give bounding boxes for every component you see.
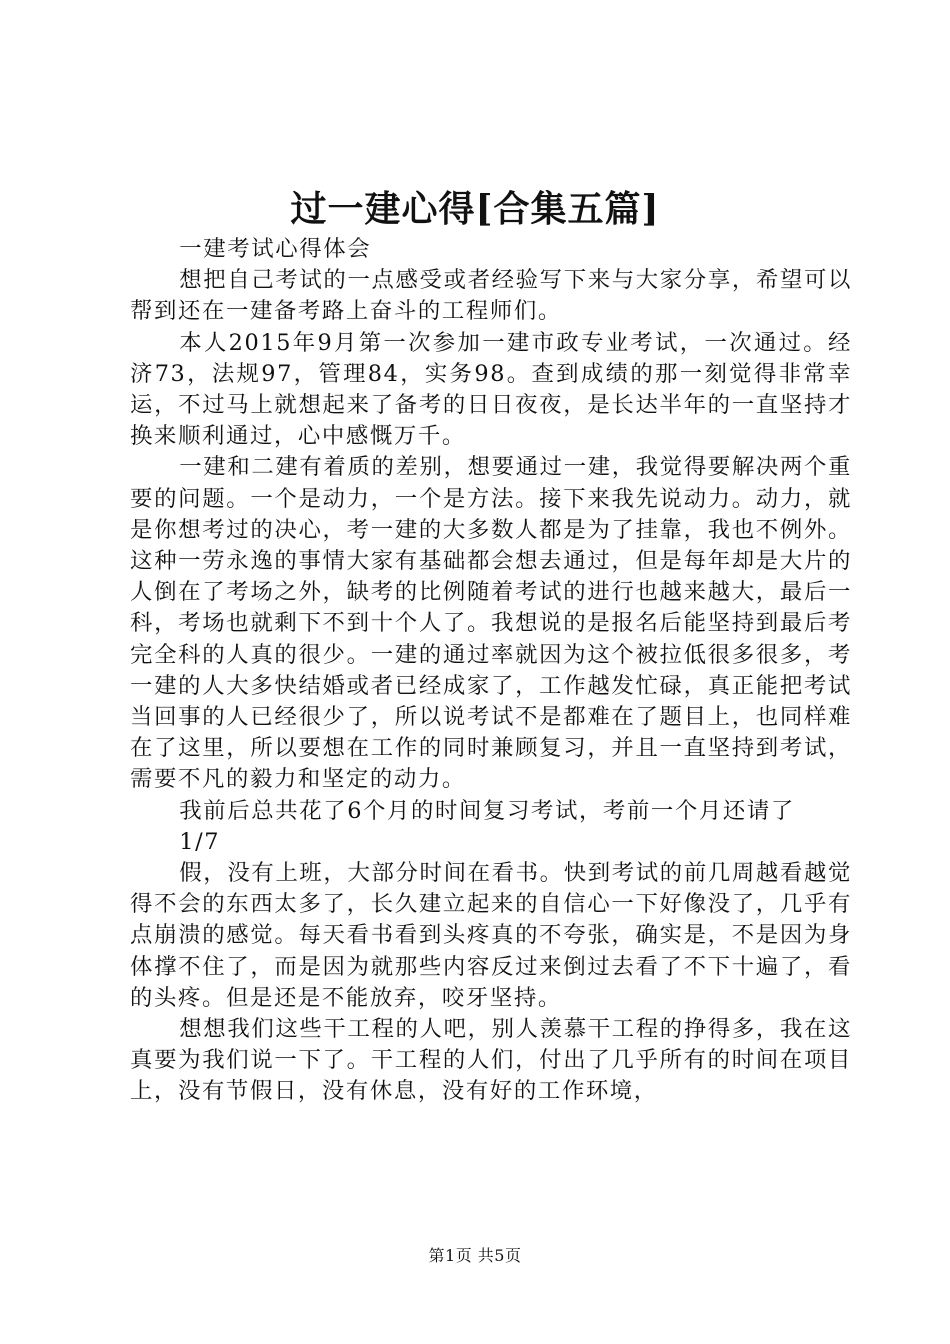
paragraph: 想把自己考试的一点感受或者经验写下来与大家分享，希望可以帮到还在一建备考路上奋斗的工程师们。 [130,267,852,325]
document-body [130,234,852,1108]
paragraph: 我前后总共花了6个月的时间复习考试，考前一个月还请了 [179,797,795,824]
document-title: 过一建心得[合集五篇] [290,188,660,230]
paragraph: 一建和二建有着质的差别，想要通过一建，我觉得要解决两个重要的问题。一个是动力，一个是方法。接下来我先说动力。动力，就是你想考过的决心，考一建的大多数人都是为了挂靠，我也不例外。这种一劳永逸的事情大家有基础都会想去通过，但是每年却是大片的人倒在了考场之外，缺考的比例随着考试的进行也越来越大，最后一科，考场也就剩下不到十个人了。我想说的是报名后能坚持到最后考完全科的人真的很少。一建的通过率就因为这个被拉低很多很多，考一建的人大多快结婚或者已经成家了，工作越发忙碌，真正能把考试当回事的人已经很少了，所以说考试不是都难在了题目上，也同样难在了这里，所以要想在工作的同时兼顾复习，并且一直坚持到考试，需要不凡的毅力和坚定的动力。 [130,454,852,793]
inline-page-marker: 1/7 [179,828,221,855]
paragraph: 假，没有上班，大部分时间在看书。快到考试的前几周越看越觉得不会的东西太多了，长久建立起来的自信心一下好像没了，几乎有点崩溃的感觉。每天看书看到头疼真的不夸张，确实是，不是因为身体撑不住了，而是因为就那些内容反过来倒过去看了不下十遍了，看的头疼。但是还是不能放弃，咬牙坚持。 [130,860,852,1011]
paragraph: 本人2015年9月第一次参加一建市政专业考试，一次通过。经济73，法规97，管理84，实务98。查到成绩的那一刻觉得非常幸运，不过马上就想起来了备考的日日夜夜，是长达半年的一直坚持才换来顺利通过，心中感慨万千。 [130,329,852,450]
page-footer: 第1页 共5页 [428,1246,522,1265]
paragraph: 想想我们这些干工程的人吧，别人羡慕干工程的挣得多，我在这真要为我们说一下了。干工程的人们，付出了几乎所有的时间在项目上，没有节假日，没有休息，没有好的工作环境， [130,1016,852,1105]
section-heading: 一建考试心得体会 [179,236,372,262]
